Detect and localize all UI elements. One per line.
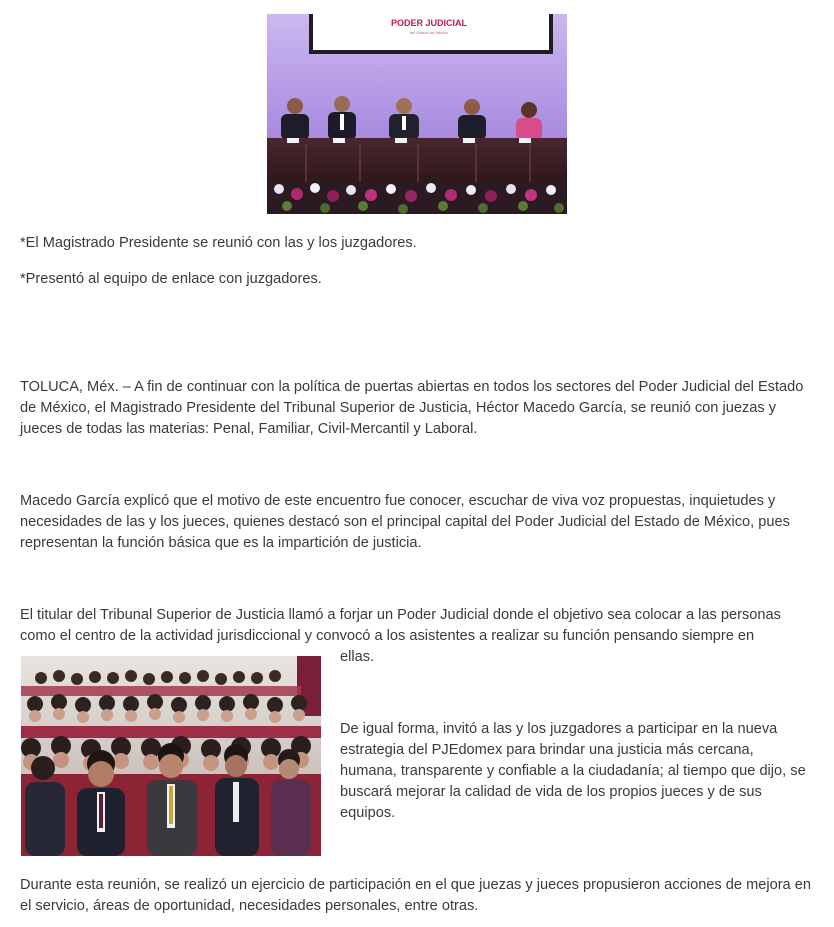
bullet-summary-1: *El Magistrado Presidente se reunió con las y los juzgadores. (20, 235, 417, 251)
flower-arrangement (267, 182, 567, 214)
article-paragraph-2: Macedo García explicó que el motivo de este encuentro fue conocer, escuchar de viva voz propuestas, inquietudes y necesidades de las y los jueces, quienes destacó son el principal capital del Poder Judicial del Estado de México, pues representan la función básica que es la impartición de justicia. (20, 493, 790, 551)
screen-title: PODER JUDICIAL (390, 18, 468, 28)
article-paragraph-3: El titular del Tribunal Superior de Justicia llamó a forjar un Poder Judicial donde el objetivo sea colocar a las personas como el centro de la actividad jurisdiccional y convocó a los asistentes a realizar su función pensando siempre en (20, 607, 781, 644)
article-paragraph-5: Durante esta reunión, se realizó un ejercicio de participación en el que juezas y jueces propusieron acciones de mejora en el servicio, áreas de oportunidad, necesidades personales, entre otras. (20, 877, 811, 914)
audience-photo-illustration (21, 656, 321, 856)
article-paragraph-4: De igual forma, invitó a las y los juzgadores a participar en la nueva estrategia del PJEdomex para brindar una justicia más cercana, humana, transparente y confiable a la ciudadanía; al tiempo que dijo, se buscará mejorar la calidad de vida de los propios jueces y de sus equipos. (340, 721, 806, 821)
audience-photo (21, 656, 321, 856)
article-paragraph-3-tail: ellas. (340, 649, 375, 665)
hero-photo-illustration (267, 14, 567, 214)
bullet-summary-2: *Presentó al equipo de enlace con juzgadores. (20, 271, 322, 287)
hero-photo (267, 14, 567, 214)
screen-subtitle: del Estado de México (409, 30, 449, 35)
article-paragraph-1: TOLUCA, Méx. – A fin de continuar con la política de puertas abiertas en todos los sectores del Poder Judicial del Estado de México, el Magistrado Presidente del Tribunal Superior de Justicia, Héctor Macedo García, se reunió con juezas y jueces de todas las materias: Penal, Familiar, Civil-Mercantil y Laboral. (20, 379, 804, 437)
